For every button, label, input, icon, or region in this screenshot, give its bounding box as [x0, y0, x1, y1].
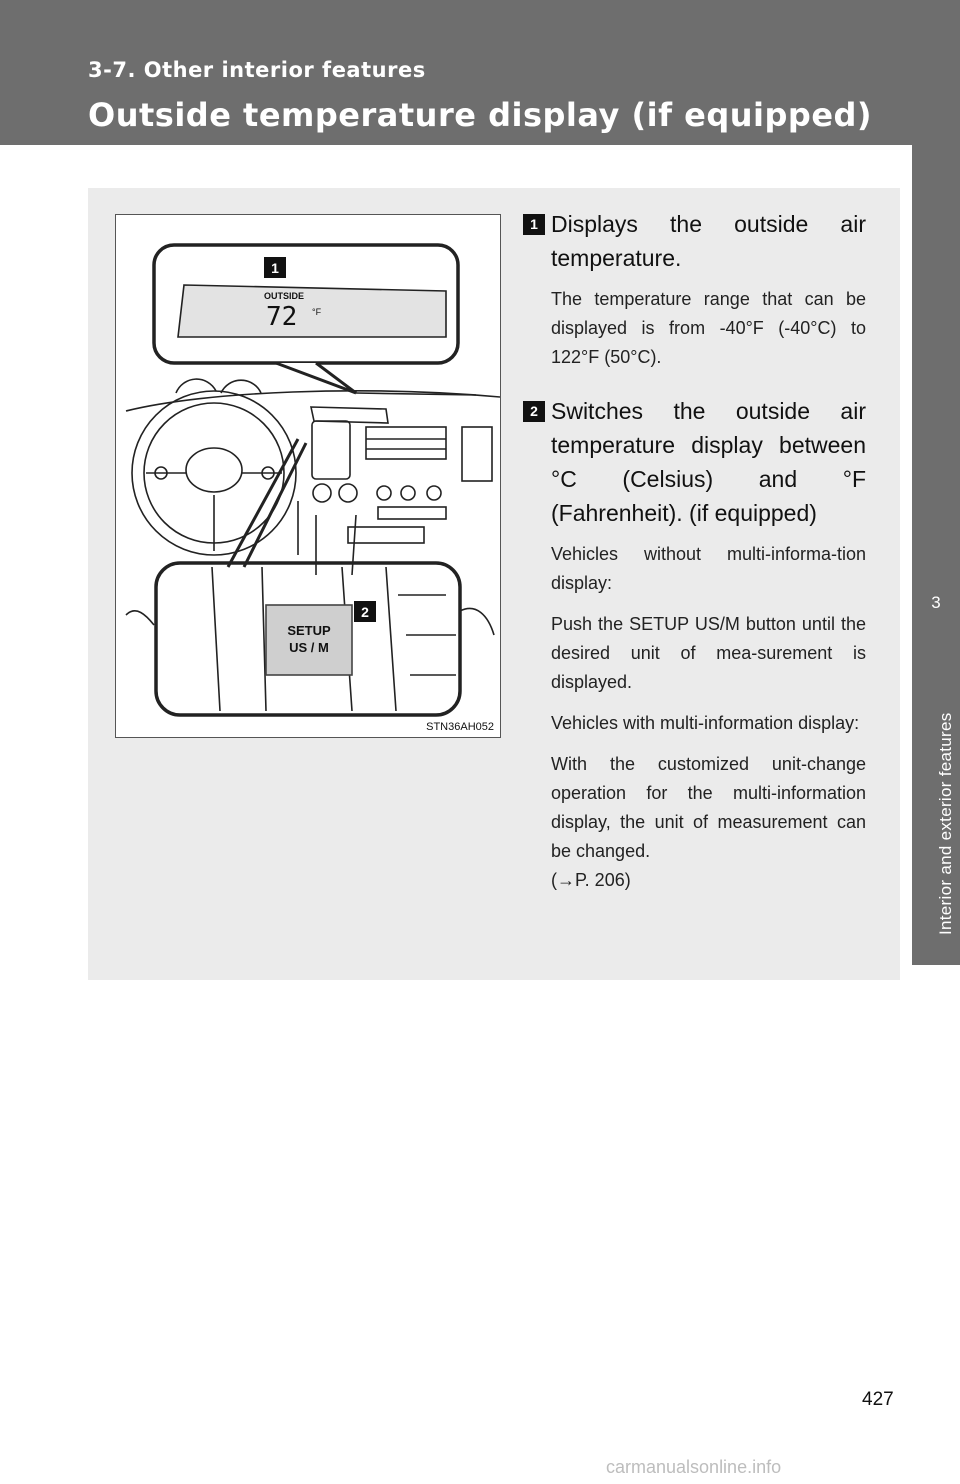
item-1	[523, 207, 866, 275]
item-2-notes	[523, 540, 866, 895]
chapter-label: Interior and exterior features	[936, 712, 955, 935]
item-2-text: Switches the outside air temperature display between °C (Celsius) and °F (Fahrenheit). (if equipped)	[551, 398, 866, 526]
item-1-text: Displays the outside air temperature.	[551, 211, 866, 271]
display-caption: OUTSIDE	[264, 291, 305, 301]
figure-code: STN36AH052	[426, 721, 494, 733]
callout-2-label: 2	[361, 604, 369, 620]
note-without-mid: Vehicles without multi-informa-tion display:	[551, 544, 866, 593]
page-header	[0, 0, 960, 145]
section-heading: 3-7. Other interior features	[88, 58, 426, 82]
description-column	[523, 207, 866, 895]
page-title: Outside temperature display (if equipped)	[88, 96, 873, 134]
note-push-setup: Push the SETUP US/M button until the desired unit of mea-surement is displayed.	[551, 614, 866, 692]
usm-button-label: US / M	[289, 640, 329, 655]
note-customize: With the customized unit-change operation for the multi-information display, the unit of measurement can be changed.	[551, 754, 866, 861]
item-1-note	[523, 285, 866, 372]
chapter-side-tab[interactable]	[912, 145, 960, 965]
page-reference-link[interactable]: (→P. 206)	[551, 870, 631, 890]
page-number: 427	[862, 1389, 894, 1410]
watermark: carmanualsonline.info	[606, 1457, 782, 1477]
temperature-readout: 72	[266, 302, 298, 332]
item-1-number: 1	[523, 214, 545, 235]
item-2-number: 2	[523, 401, 545, 422]
temperature-range-note: The temperature range that can be displayed is from -40°F (-40°C) to 122°F (50°C).	[551, 289, 866, 367]
item-2	[523, 394, 866, 530]
display-unit: °F	[312, 307, 322, 317]
dashboard-drawing	[116, 215, 500, 737]
callout-1-label: 1	[271, 260, 279, 276]
chapter-number: 3	[931, 593, 941, 612]
setup-button-label: SETUP	[287, 623, 331, 638]
dashboard-illustration	[115, 214, 501, 738]
note-with-mid: Vehicles with multi-information display:	[551, 713, 860, 733]
